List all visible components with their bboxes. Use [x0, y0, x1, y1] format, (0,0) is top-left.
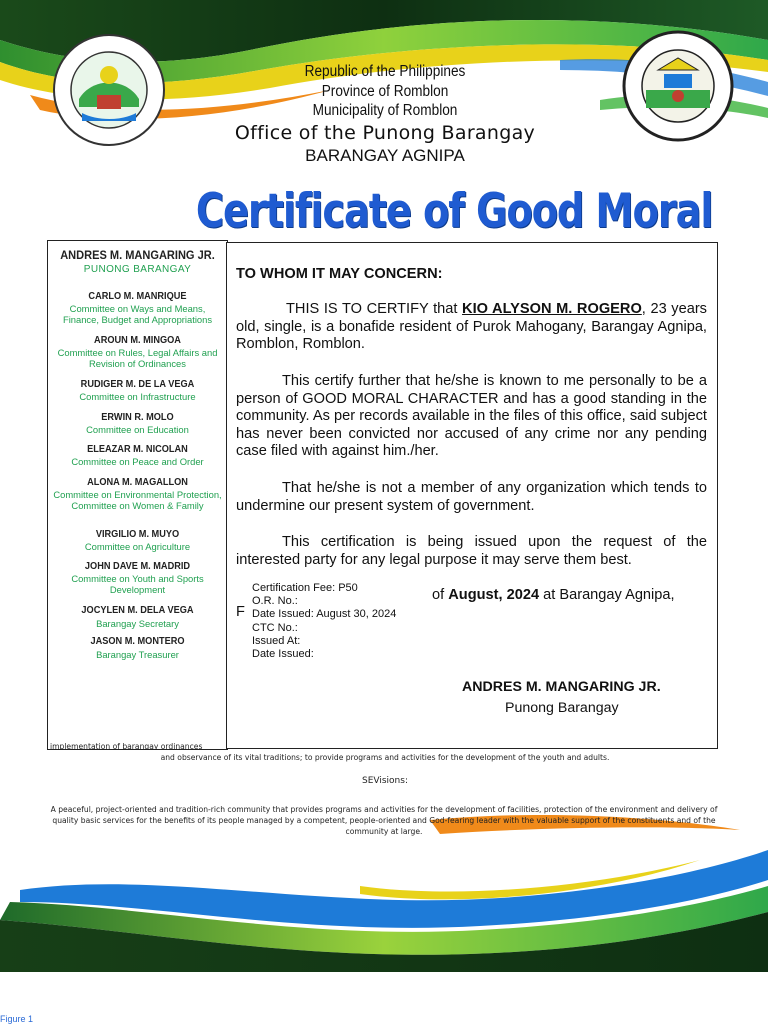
- official-name: ERWIN R. MOLO: [101, 412, 174, 423]
- official-role: Committee on Environmental Protection, Committee on Women & Family: [53, 489, 222, 511]
- official-role: Barangay Secretary: [96, 618, 179, 629]
- mission-text: and observance of its vital traditions; to provide programs and activities for the development of the youth and adults.: [160, 753, 610, 762]
- official-name: JASON M. MONTERO: [90, 636, 185, 647]
- official-name: JOCYLEN M. DELA VEGA: [81, 605, 194, 616]
- issued-month-year: August, 2024: [448, 587, 540, 603]
- certify-details: , 23 years old, single, is a bonafide resident of Purok Mahogany, Barangay Agnipa, Romblon, Romblon.: [236, 301, 707, 352]
- captain-name: ANDRES M. MANGARING JR.: [60, 248, 215, 262]
- paragraph-request-clip: [236, 534, 707, 567]
- official-name: CARLO M. MANRIQUE: [88, 291, 187, 302]
- issued-date-line: [432, 587, 675, 603]
- official-role: Committee on Ways and Means, Finance, Budget and Appropriations: [62, 303, 213, 325]
- organization-text: That he/she is not a member of any organization which tends to undermine our present system of government.: [236, 480, 707, 514]
- municipality-romblon-seal: [622, 30, 734, 142]
- issued-of: of: [432, 587, 449, 603]
- official-role: Committee on Rules, Legal Affairs and Revision of Ordinances: [57, 347, 218, 369]
- fee-details: [252, 582, 400, 661]
- paragraph-organization: [236, 480, 707, 515]
- header-republic: Republic of the Philippines: [304, 63, 466, 80]
- signatory-title: Punong Barangay: [505, 700, 619, 716]
- date-issued: Date Issued: August 30, 2024: [252, 608, 397, 621]
- issued-prefix: F: [236, 604, 245, 620]
- official-role: Committee on Peace and Order: [71, 456, 204, 467]
- official-role: Committee on Infrastructure: [79, 391, 196, 402]
- header-office: Office of the Punong Barangay: [234, 122, 536, 144]
- official-role: Committee on Youth and Sports Development: [71, 573, 204, 595]
- issued-at-place: at Barangay Agnipa,: [539, 587, 675, 603]
- header-province: Province of Romblon: [321, 83, 449, 100]
- officials-sidebar: [47, 240, 228, 750]
- certify-intro: THIS IS TO CERTIFY that: [286, 301, 463, 317]
- header-municipality: Municipality of Romblon: [312, 102, 458, 119]
- certification-fee: Certification Fee: P50: [252, 582, 358, 594]
- paragraph-good-moral: [236, 373, 707, 461]
- official-name: JOHN DAVE M. MADRID: [84, 561, 191, 572]
- certificate-title: Certificate of Good Moral: [195, 184, 713, 239]
- official-role: Committee on Education: [86, 424, 189, 435]
- paragraph-certify: [236, 301, 707, 354]
- salutation: TO WHOM IT MAY CONCERN:: [236, 266, 443, 282]
- official-role: Committee on Agriculture: [84, 541, 191, 552]
- official-role: Barangay Treasurer: [96, 649, 179, 660]
- official-name: ELEAZAR M. NICOLAN: [87, 444, 188, 455]
- issued-at: Issued At:: [252, 634, 301, 647]
- official-name: RUDIGER M. DE LA VEGA: [80, 379, 195, 390]
- header-barangay: BARANGAY AGNIPA: [305, 146, 465, 165]
- official-name: VIRGILIO M. MUYO: [95, 529, 180, 540]
- mission-fragment: implementation of barangay ordinances: [50, 742, 203, 750]
- vision-text: A peaceful, project-oriented and tradition-rich community that provides programs and activities for the development of facilities, protection of the environment and delivery of quality basic services for the benefits of its people managed by a competent, people-oriented and God-fearing leader with the valuable support of the constituents and of the community at large.: [50, 805, 718, 836]
- official-name: AROUN M. MINGOA: [94, 335, 181, 346]
- visions-heading: SEVisions:: [362, 776, 408, 786]
- captain-role: PUNONG BARANGAY: [83, 264, 192, 275]
- barangay-agnipa-seal: [52, 33, 166, 147]
- ctc-date-issued: Date Issued:: [252, 648, 314, 661]
- ctc-number: CTC No.:: [252, 621, 298, 634]
- or-number: O.R. No.:: [252, 595, 298, 608]
- request-text: This certification is being issued upon the request of the interested party for any legal purpose it may serve them best.: [236, 534, 707, 567]
- signatory-name: ANDRES M. MANGARING JR.: [462, 679, 661, 695]
- good-moral-text: This certify further that he/she is known to me personally to be a person of GOOD MORAL CHARACTER and has a good standing in the community. As per records available in the files of this office, said subject has never been convicted nor accused of any crime nor any pending case filed with against him./her.: [236, 373, 707, 459]
- paragraph-request: [236, 534, 707, 567]
- official-name: ALONA M. MAGALLON: [87, 477, 188, 488]
- figure-label: Figure 1: [0, 1014, 34, 1024]
- resident-name: KIO ALYSON M. ROGERO: [462, 301, 642, 317]
